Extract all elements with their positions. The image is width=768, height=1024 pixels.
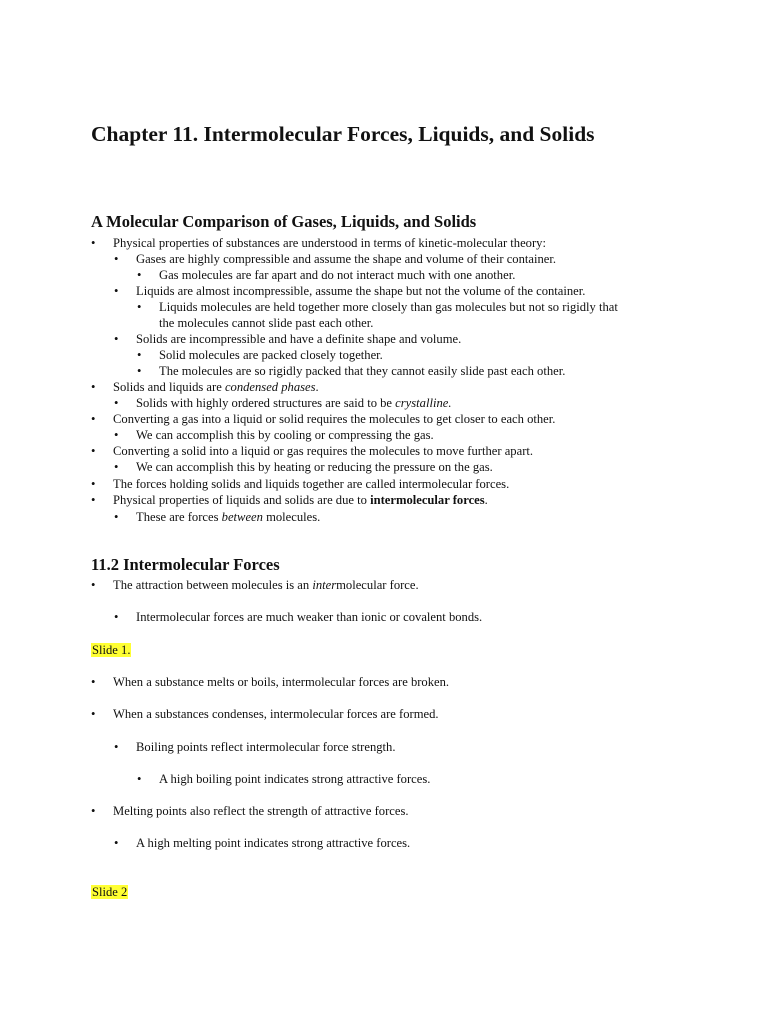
bullet-marker: •: [137, 364, 142, 378]
bullet-marker: •: [114, 252, 119, 266]
list-item: We can accomplish this by heating or reducing the pressure on the gas.: [136, 460, 493, 474]
list-item: A high boiling point indicates strong attractive forces.: [159, 772, 431, 786]
list-item: The molecules are so rigidly packed that they cannot easily slide past each other.: [159, 364, 566, 378]
bullet-marker: •: [91, 380, 96, 394]
list-item: When a substance melts or boils, intermolecular forces are broken.: [113, 675, 450, 689]
bullet-marker: •: [91, 412, 96, 426]
list-item-text: .: [484, 493, 488, 507]
bullet-marker: •: [114, 332, 119, 346]
bullet-marker: •: [114, 428, 119, 442]
list-item: Gas molecules are far apart and do not interact much with one another.: [159, 268, 516, 282]
list-item: Gases are highly compressible and assume the shape and volume of their container.: [136, 252, 557, 266]
list-item: Solids are incompressible and have a definite shape and volume.: [136, 332, 462, 346]
bullet-marker: •: [114, 510, 119, 524]
list-item: Liquids are almost incompressible, assume the shape but not the volume of the container.: [136, 284, 586, 298]
list-item-text: These are forces: [136, 510, 222, 524]
highlighted-slide-label: Slide 2: [92, 885, 128, 899]
list-item: [136, 395, 451, 411]
list-item: [113, 577, 419, 593]
bold-text: intermolecular forces: [370, 493, 485, 507]
bullet-marker: •: [91, 236, 96, 250]
list-item-text: Solids with highly ordered structures are said to be: [136, 396, 396, 410]
list-item: The forces holding solids and liquids together are called intermolecular forces.: [113, 477, 510, 491]
emphasis-text: inter: [312, 578, 337, 592]
bullet-marker: •: [137, 348, 142, 362]
bullet-marker: •: [91, 578, 96, 592]
bullet-marker: •: [114, 284, 119, 298]
list-item: We can accomplish this by cooling or compressing the gas.: [136, 428, 434, 442]
bullet-marker: •: [91, 675, 96, 689]
bullet-marker: •: [114, 836, 119, 850]
emphasis-text: between: [221, 510, 263, 524]
slide-marker: [91, 884, 128, 900]
chapter-title: Chapter 11. Intermolecular Forces, Liquids, and Solids: [91, 122, 595, 146]
section-heading-molecular-comparison: A Molecular Comparison of Gases, Liquids, and Solids: [91, 212, 477, 231]
bullet-marker: •: [91, 804, 96, 818]
emphasis-text: crystalline.: [395, 396, 452, 410]
bullet-marker: •: [114, 460, 119, 474]
list-item-text: Physical properties of liquids and solids are due to: [113, 493, 371, 507]
highlighted-slide-label: Slide 1.: [92, 643, 131, 657]
bullet-marker: •: [91, 444, 96, 458]
list-item: Solid molecules are packed closely together.: [159, 348, 383, 362]
bullet-marker: •: [137, 772, 142, 786]
list-item: [136, 509, 320, 525]
list-item: Melting points also reflect the strength of attractive forces.: [113, 804, 409, 818]
bullet-marker: •: [91, 493, 96, 507]
list-item-text: Solids and liquids are: [113, 380, 225, 394]
bullet-marker: •: [91, 477, 96, 491]
list-item: [113, 379, 319, 395]
bullet-marker: •: [114, 610, 119, 624]
list-item-continuation: the molecules cannot slide past each other.: [159, 316, 374, 330]
list-item-text: molecular force.: [336, 578, 419, 592]
bullet-marker: •: [114, 740, 119, 754]
bullet-marker: •: [91, 707, 96, 721]
slide-marker: [91, 642, 131, 658]
bullet-marker: •: [114, 396, 119, 410]
list-item: Boiling points reflect intermolecular force strength.: [136, 740, 396, 754]
list-item: Liquids molecules are held together more closely than gas molecules but not so rigidly that: [159, 300, 618, 314]
list-item: Converting a gas into a liquid or solid requires the molecules to get closer to each other.: [113, 412, 556, 426]
list-item: Converting a solid into a liquid or gas requires the molecules to move further apart.: [113, 444, 534, 458]
bullet-marker: •: [137, 268, 142, 282]
list-item: Intermolecular forces are much weaker than ionic or covalent bonds.: [136, 610, 483, 624]
emphasis-text: condensed phases: [224, 380, 316, 394]
list-item-text: molecules.: [262, 510, 321, 524]
list-item: A high melting point indicates strong attractive forces.: [136, 836, 411, 850]
list-item-text: .: [315, 380, 319, 394]
list-item: Physical properties of substances are understood in terms of kinetic-molecular theory:: [113, 236, 546, 250]
list-item-text: The attraction between molecules is an: [113, 578, 313, 592]
section-heading-intermolecular-forces: 11.2 Intermolecular Forces: [91, 555, 280, 574]
list-item: When a substances condenses, intermolecular forces are formed.: [113, 707, 439, 721]
bullet-marker: •: [137, 300, 142, 314]
list-item: [113, 492, 488, 508]
